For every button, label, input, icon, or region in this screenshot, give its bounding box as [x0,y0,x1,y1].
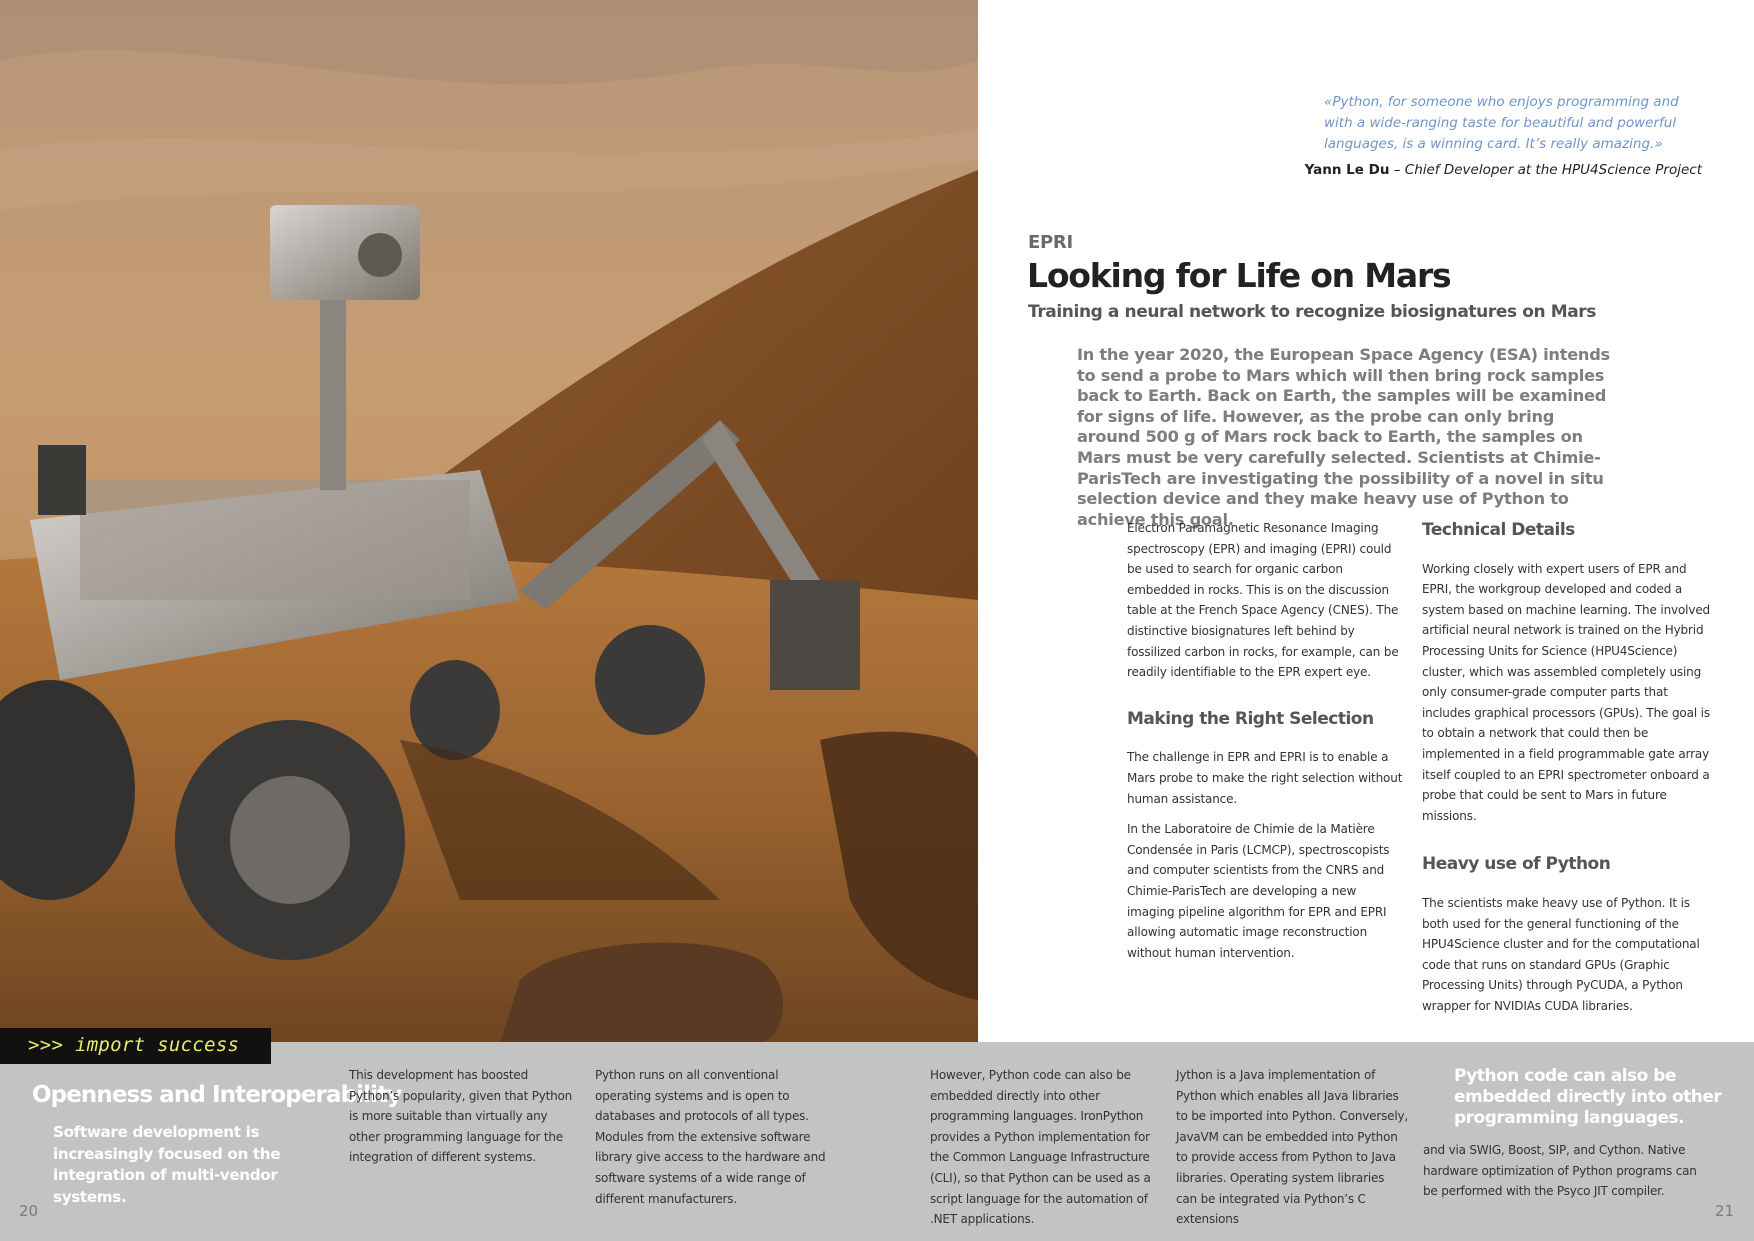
heading-right-selection: Making the Right Selection [1127,708,1374,729]
heading-technical-details: Technical Details [1422,520,1575,540]
import-success-tag: >>> import success [0,1028,271,1064]
article-subtitle: Training a neural network to recognize biosignatures on Mars [1028,302,1596,322]
footer-lead: Software development is increasingly focused on the integration of multi-vendor systems. [53,1123,281,1206]
footer-column-4: Jython is a Java implementation of Python which enables all Java libraries to be imported into Python. Conversely, JavaVM can be embedded into Python to provide access from Python to Java libraries. Operating system libraries can be integrated via Python’s C extensions [1176,1068,1408,1227]
heading-heavy-python: Heavy use of Python [1422,854,1611,875]
footer-column-5: and via SWIG, Boost, SIP, and Cython. Native hardware optimization of Python programs can be performed with the Psyco JIT compiler. [1423,1143,1697,1199]
paragraph-heavy-python: The scientists make heavy use of Python. It is both used for the general functioning of the HPU4Science cluster and for the computational code that runs on standard GPUs (Graphic Processing Units) through PyCUDA, a Python wrapper for NVIDIAs CUDA libraries. [1422,895,1700,1013]
quote-author: Yann Le Du [1304,162,1390,178]
footer-pull-quote: Python code can also be embedded directly into other programming languages. [1454,1066,1722,1128]
rover-illustration [0,0,978,1042]
pull-quote: «Python, for someone who enjoys programming and with a wide-ranging taste for beautiful and powerful languages, is a winning card. It’s really amazing.» [1324,94,1679,152]
footer-column-1: This development has boosted Python’s popularity, given that Python is more suitable than virtually any other programming language for the integration of different systems. [349,1068,573,1165]
article-lead: In the year 2020, the European Space Agency (ESA) intends to send a probe to Mars which will then bring rock samples back to Earth. Back on Earth, the samples will be examined for signs of life. However, as the probe can only bring around 500 g of Mars rock back to Earth, the samples on Mars must be very carefully selected. Scientists at Chimie-ParisTech are investigating the possibility of a novel in situ selection device and they make heavy use of Python to achieve this goal. [1077,345,1610,529]
article-column-left [1127,518,1407,973]
mars-rover-photo [0,0,978,1042]
quote-role: – Chief Developer at the HPU4Science Project [1389,162,1702,178]
footer-column-2: Python runs on all conventional operating systems and is open to databases and protocols of all types. Modules from the extensive software library give access to the hardware and software systems of a wide range of different manufacturers. [595,1068,826,1206]
quote-attribution [1305,162,1702,178]
paragraph-challenge: The challenge in EPR and EPRI is to enable a Mars probe to make the right selection without human assistance. [1127,750,1403,806]
footer-title: Openness and Interoperability [32,1082,402,1108]
page-number-right: 21 [1714,1202,1734,1220]
article-kicker: EPRI [1028,232,1073,253]
paragraph-epr-intro: Electron Paramagnetic Resonance Imaging spectroscopy (EPR) and imaging (EPRI) could be used to search for organic carbon embedded in rocks. This is on the discussion table at the French Space Agency (CNES). The distinctive biosignatures left behind by fossilized carbon in rocks, for example, can be readily identifiable to the EPR expert eye. [1127,521,1399,680]
article-title: Looking for Life on Mars [1027,256,1451,295]
paragraph-technical: Working closely with expert users of EPR and EPRI, the workgroup developed and coded a system based on machine learning. The involved artificial neural network is trained on the Hybrid Processing Units for Science (HPU4Science) cluster, which was assembled completely using only consumer-grade computer parts that includes graphical processors (GPUs). The goal is to obtain a network that could then be implemented in a field programmable gate array itself coupled to an EPRI spectrometer onboard a probe that could be sent to Mars in future missions. [1422,561,1711,823]
paragraph-lcmcp: In the Laboratoire de Chimie de la Matière Condensée in Paris (LCMCP), spectroscopists and computer scientists from the CNRS and Chimie-ParisTech are developing a new imaging pipeline algorithm for EPR and EPRI allowing automatic image reconstruction without human intervention. [1127,822,1390,960]
footer-column-3: However, Python code can also be embedded directly into other programming languages. IronPython provides a Python implementation for the Common Language Infrastructure (CLI), so that Python can be used as a script language for the automation of .NET applications. [930,1068,1151,1227]
article-column-right [1422,520,1712,1026]
page-number-left: 20 [19,1202,39,1220]
